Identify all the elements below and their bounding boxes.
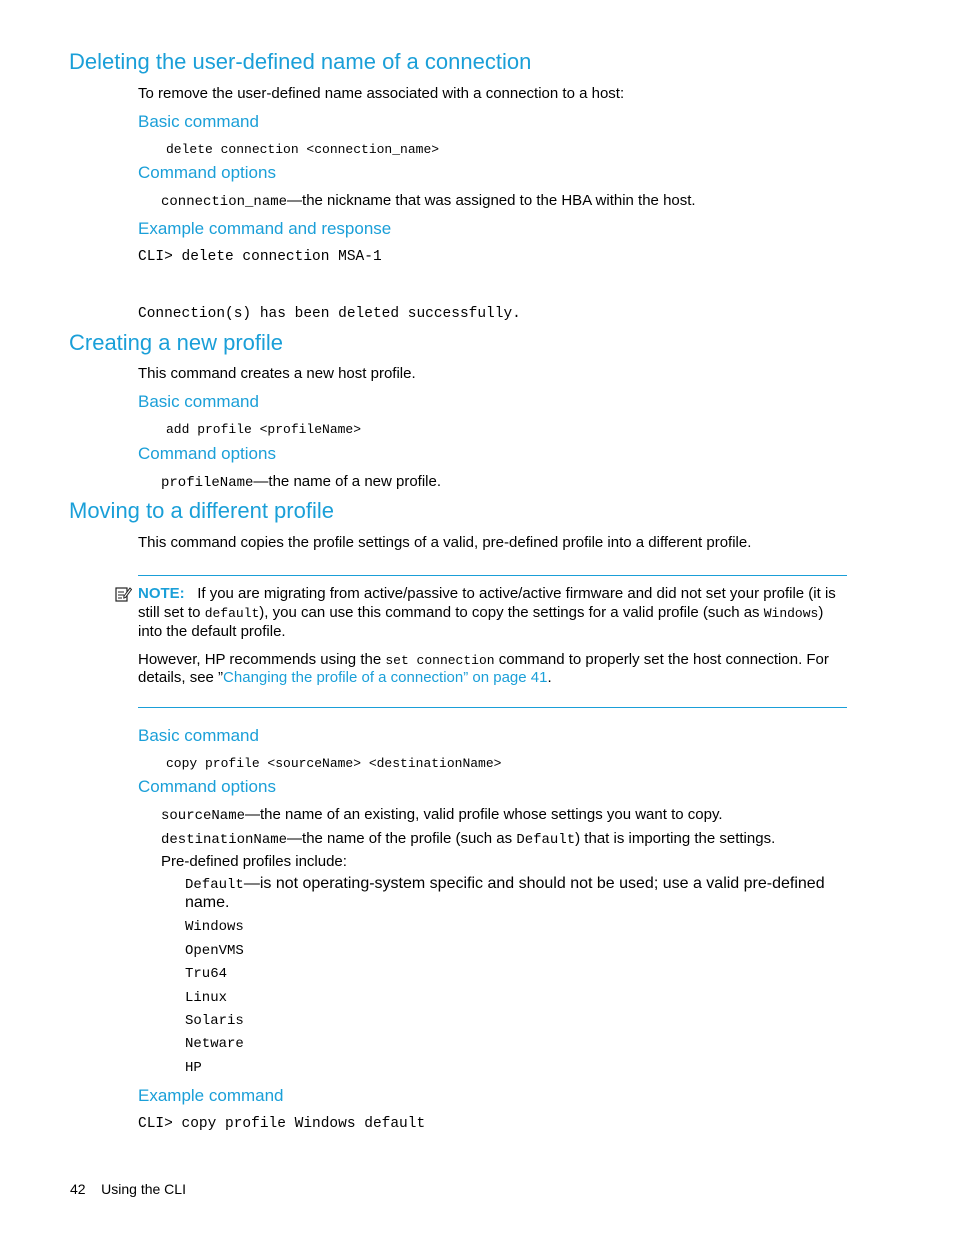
note-text-2b: command to properly set the host connection. For <box>494 651 829 668</box>
profile-item: OpenVMS <box>185 943 244 959</box>
footer-page-number: 42 <box>70 1181 86 1197</box>
move-profile-intro: This command copies the profile settings of a valid, pre-defined profile into a different profile. <box>138 534 752 551</box>
delete-option-line <box>161 192 696 210</box>
profile-item: HP <box>185 1060 202 1076</box>
predefined-default-desc-cont: name. <box>185 894 230 911</box>
move-basic-command: copy profile <sourceName> <destinationName> <box>166 756 502 771</box>
profile-item: Solaris <box>185 1013 244 1029</box>
note-text-2d: . <box>547 669 552 686</box>
section-title-create-profile: Creating a new profile <box>69 330 284 355</box>
move-opt2-name: destinationName <box>161 832 288 848</box>
create-basic-heading: Basic command <box>138 392 259 411</box>
delete-option-desc: —the nickname that was assigned to the HBA within the host. <box>287 192 696 209</box>
move-option-source <box>161 806 723 824</box>
delete-option-name: connection_name <box>161 194 288 210</box>
note-text-1a: If you are migrating from active/passive to active/active firmware and did not set your profile (it is <box>197 585 836 602</box>
move-opt2-desc-a: —the name of the profile (such as <box>287 830 517 847</box>
delete-example-heading: Example command and response <box>138 219 392 238</box>
delete-example-line1: CLI> delete connection MSA-1 <box>138 249 382 265</box>
note-label: NOTE: <box>138 585 185 602</box>
note-line5 <box>138 669 552 686</box>
create-basic-command: add profile <profileName> <box>166 422 362 437</box>
predefined-default-line <box>185 875 825 893</box>
profile-item: Netware <box>185 1036 244 1052</box>
note-text-2c: details, see ” <box>138 669 224 686</box>
create-options-heading: Command options <box>138 444 276 463</box>
move-option-destination <box>161 830 775 848</box>
note-code-set-connection: set connection <box>385 653 495 668</box>
note-line1 <box>138 585 836 602</box>
delete-basic-heading: Basic command <box>138 112 259 131</box>
move-options-heading: Command options <box>138 777 276 796</box>
delete-options-heading: Command options <box>138 163 276 182</box>
move-example-heading: Example command <box>138 1086 284 1105</box>
move-opt1-name: sourceName <box>161 808 246 824</box>
footer-section-name: Using the CLI <box>101 1181 186 1197</box>
move-opt2-desc-b: ) that is importing the settings. <box>575 830 776 847</box>
note-line3: into the default profile. <box>138 623 286 640</box>
note-text-1c: ), you can use this command to copy the settings for a valid profile (such as <box>259 604 764 621</box>
note-line2 <box>138 604 823 621</box>
note-code-default: default <box>204 606 260 621</box>
predefined-default-desc: —is not operating-system specific and should not be used; use a valid pre-defined <box>243 875 825 892</box>
profile-item: Linux <box>185 990 228 1006</box>
predefined-default-name: Default <box>185 877 244 893</box>
delete-example-line2: Connection(s) has been deleted successfully. <box>138 306 521 322</box>
move-opt1-desc: —the name of an existing, valid profile whose settings you want to copy. <box>245 806 723 823</box>
delete-basic-command: delete connection <connection_name> <box>166 142 440 157</box>
note-text-1d: ) <box>818 604 824 621</box>
move-basic-heading: Basic command <box>138 726 259 745</box>
note-pencil-icon <box>114 585 132 603</box>
footer <box>70 1181 186 1197</box>
note-top-rule <box>138 575 847 576</box>
move-opt2-code: Default <box>516 832 576 848</box>
create-option-name: profileName <box>161 475 254 491</box>
note-line4 <box>138 651 829 668</box>
move-example-line: CLI> copy profile Windows default <box>138 1116 426 1132</box>
predefined-intro: Pre-defined profiles include: <box>161 853 347 870</box>
note-text-1b: still set to <box>138 604 205 621</box>
profile-item: Tru64 <box>185 966 228 982</box>
note-bottom-rule <box>138 707 847 708</box>
delete-connection-intro: To remove the user-defined name associated with a connection to a host: <box>138 85 625 102</box>
create-option-desc: —the name of a new profile. <box>253 473 442 490</box>
create-profile-intro: This command creates a new host profile. <box>138 365 416 382</box>
profile-item: Windows <box>185 919 244 935</box>
note-text-2a: However, HP recommends using the <box>138 651 386 668</box>
create-option-line <box>161 473 441 491</box>
section-title-move-profile: Moving to a different profile <box>69 498 334 523</box>
section-title-delete-connection: Deleting the user-defined name of a connection <box>69 49 532 74</box>
note-code-windows: Windows <box>763 606 819 621</box>
note-cross-reference-link[interactable]: Changing the profile of a connection” on page 41 <box>223 669 548 686</box>
